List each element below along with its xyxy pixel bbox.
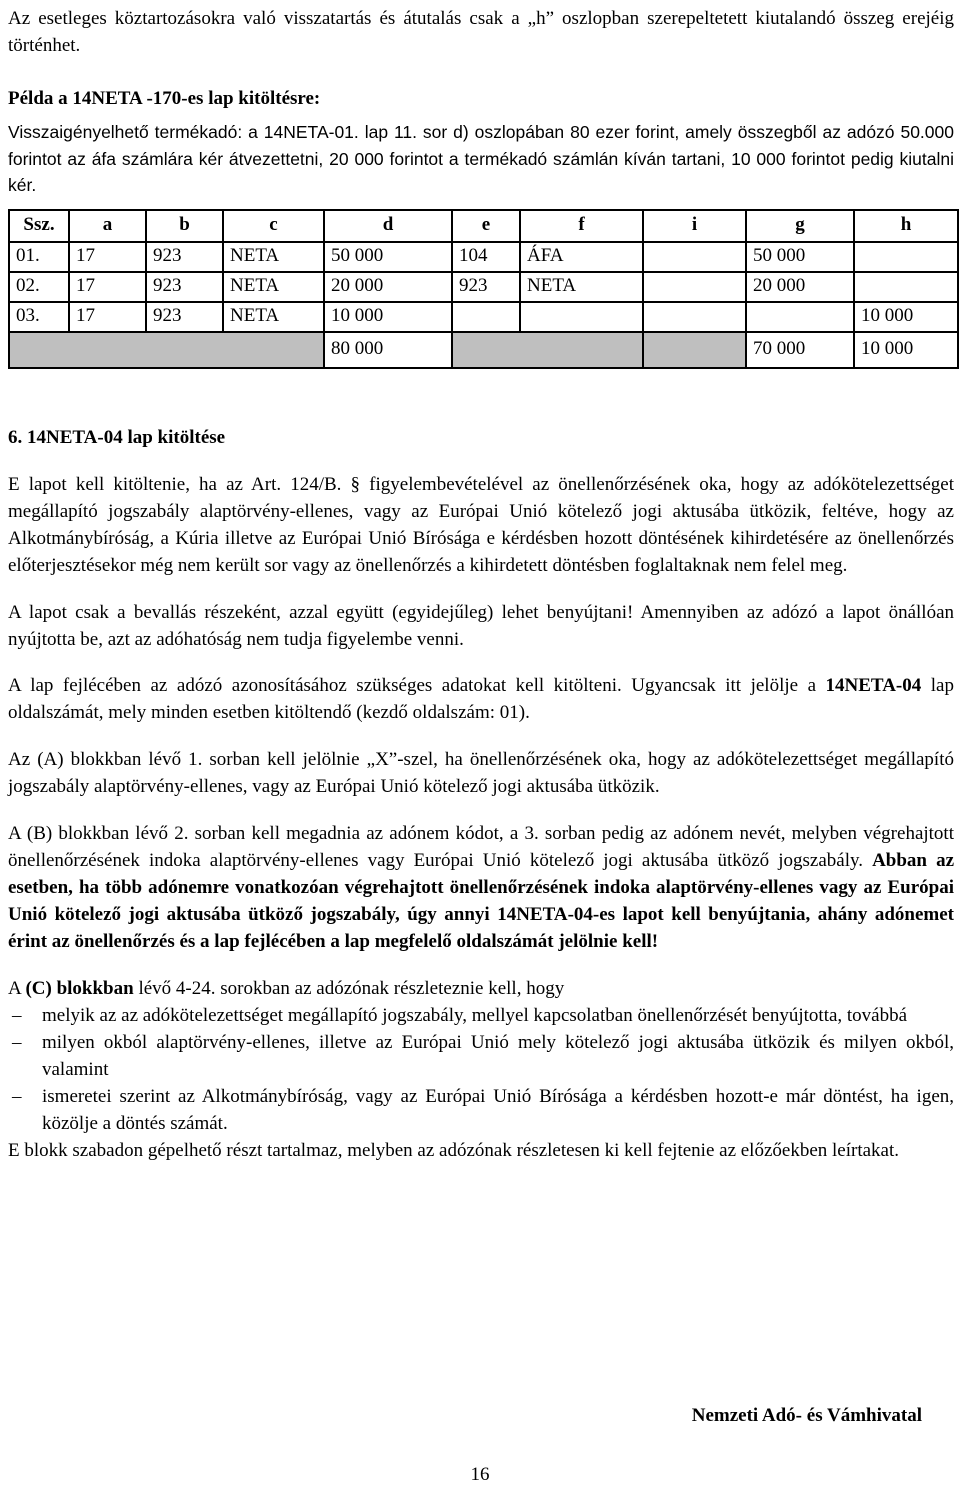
example-paragraph: Visszaigényelhető termékadó: a 14NETA-01. lap 11. sor d) oszlopában 80 ezer forint, amely összegből az adózó 50.000 forintot az áfa számlára kér átvezettetni, 20 000 forintot a termékadó számlán kíván tartani, 10 000 forintot pedig kiutalni kér. xyxy=(8,121,954,196)
table-total-row xyxy=(9,332,958,368)
header-cell: h xyxy=(854,210,958,242)
list-item-text: ismeretei szerint az Alkotmánybíróság, vagy az Európai Unió Bírósága a kérdésben hozott-e már döntést, ha igen, közölje a döntés számát. xyxy=(42,1086,954,1135)
table-total-cell: 80 000 xyxy=(324,332,452,368)
signature: Nemzeti Adó- és Vámhivatal xyxy=(691,1405,922,1426)
table-row xyxy=(9,242,958,272)
table-cell xyxy=(746,302,854,332)
bold-run: blokkban xyxy=(56,978,134,1000)
page-number: 16 xyxy=(470,1464,490,1485)
table-cell: 923 xyxy=(452,272,520,302)
header-cell: e xyxy=(452,210,520,242)
table-cell: 50 000 xyxy=(324,242,452,272)
dash-icon: – xyxy=(12,1086,22,1108)
table-total-cell: 70 000 xyxy=(746,332,854,368)
table-cell-empty xyxy=(643,332,746,368)
text-run: A lap fejlécében az adózó azonosításához szükséges adatokat kell kitölteni. Ugyancsak itt jelölje a xyxy=(8,675,826,697)
table-cell: 03. xyxy=(9,302,69,332)
section-paragraph: Az (A) blokkban lévő 1. sorban kell jelölnie „X”-szel, ha önellenőrzésének oka, hogy az adókötelezettséget megállapító jogszabály alaptörvény-ellenes, vagy az Európai Unió kötelező jogi aktusába ütközik. xyxy=(8,749,954,798)
table-cell: 10 000 xyxy=(854,302,958,332)
dash-icon: – xyxy=(12,1005,22,1027)
list-item-text: melyik az az adókötelezettséget megállapító jogszabály, mellyel kapcsolatban önellenőrzését benyújtotta, továbbá xyxy=(42,1005,908,1027)
list-item-text: milyen okból alaptörvény-ellenes, illetve az Európai Unió mely kötelező jogi aktusába ütközik és milyen okból, valamint xyxy=(42,1032,954,1081)
header-cell: f xyxy=(520,210,643,242)
section-paragraph xyxy=(8,976,954,1003)
dash-list xyxy=(8,1003,954,1138)
table-cell: 20 000 xyxy=(324,272,452,302)
section-paragraph: E blokk szabadon gépelhető részt tartalmaz, melyben az adózónak részletesen ki kell fejtenie az előzőekben leírtakat. xyxy=(8,1140,900,1161)
table-cell xyxy=(643,272,746,302)
table-cell: 10 000 xyxy=(324,302,452,332)
header-cell: d xyxy=(324,210,452,242)
table-cell-empty xyxy=(452,332,643,368)
table-cell xyxy=(854,242,958,272)
table-total-cell: 10 000 xyxy=(854,332,958,368)
dash-icon: – xyxy=(12,1032,22,1054)
bold-run: Abban az esetben, ha több adónemre vonatkozóan végrehajtott önellenőrzésének indoka alaptörvény-ellenes vagy az Európai Unió kötelező jogi aktusába ütköző jogszabály, úgy annyi 14NETA-04-es lapot kell benyújtania, ahány adónemet érint az önellenőrzés és a lap fejlécében a lap megfelelő oldalszámát jelölnie kell! xyxy=(8,850,955,953)
table-cell: 17 xyxy=(69,242,146,272)
table-cell-empty xyxy=(9,332,324,368)
list-item xyxy=(8,1084,954,1138)
bold-run: 14NETA-04 xyxy=(825,675,922,697)
section-paragraph: A lapot csak a bevallás részeként, azzal együtt (egyidejűleg) lehet benyújtani! Amennyiben az adózó a lapot önállóan nyújtotta be, azt az adóhatóság nem tudja figyelembe venni. xyxy=(8,601,954,650)
table-cell: NETA xyxy=(223,242,324,272)
document-page xyxy=(8,6,954,1165)
table-cell: 01. xyxy=(9,242,69,272)
table-cell: 50 000 xyxy=(746,242,854,272)
table-cell xyxy=(452,302,520,332)
section-paragraph: E lapot kell kitöltenie, ha az Art. 124/B. § figyelembevételével az önellenőrzésének oka, hogy az adókötelezettséget megállapító jogszabály alaptörvény-ellenes, vagy az Európai Unió kötelező jogi aktusába ütközik, feltéve, hogy az Alkotmánybíróság, a Kúria illetve az Európai Unió Bírósága e kérdésben hozott döntésének kihirdetésére az önellenőrzés előterjesztésekor még nem került sor vagy az önellenőrzés a kihirdetett döntésben foglaltaknak nem felel meg. xyxy=(8,473,954,576)
list-item xyxy=(8,1030,954,1084)
intro-paragraph: Az esetleges köztartozásokra való visszatartás és átutalás csak a „h” oszlopban szerepeltetett kiutalandó összeg erejéig történhet. xyxy=(8,8,954,56)
table-cell: 923 xyxy=(146,272,223,302)
table-cell: ÁFA xyxy=(520,242,643,272)
table-row xyxy=(9,302,958,332)
header-cell: Ssz. xyxy=(9,210,69,242)
table-cell: NETA xyxy=(223,272,324,302)
table-cell xyxy=(643,302,746,332)
header-cell: a xyxy=(69,210,146,242)
table-cell: 923 xyxy=(146,302,223,332)
section-title: 6. 14NETA-04 lap kitöltése xyxy=(8,426,226,448)
bold-run: (C) xyxy=(25,978,52,1000)
section-paragraph xyxy=(8,821,954,956)
header-cell: c xyxy=(223,210,324,242)
table-cell: NETA xyxy=(520,272,643,302)
table-cell: 17 xyxy=(69,272,146,302)
section-paragraph xyxy=(8,673,954,727)
table-cell: NETA xyxy=(223,302,324,332)
header-cell: i xyxy=(643,210,746,242)
table-cell: 20 000 xyxy=(746,272,854,302)
table-cell xyxy=(643,242,746,272)
table-row xyxy=(9,272,958,302)
example-title: Példa a 14NETA -170-es lap kitöltésre: xyxy=(8,87,321,109)
text-run: lévő 4-24. sorokban az adózónak részleteznie kell, hogy xyxy=(133,978,565,1000)
example-table xyxy=(8,209,959,369)
text-run: A xyxy=(8,978,26,1000)
table-cell: 02. xyxy=(9,272,69,302)
table-cell: 104 xyxy=(452,242,520,272)
table-cell xyxy=(854,272,958,302)
header-cell: b xyxy=(146,210,223,242)
text-run: A (B) blokkban lévő 2. sorban kell megadnia az adónem kódot, a 3. sorban pedig az adónem nevét, melyben végrehajtott önellenőrzésének indoka alaptörvény-ellenes vagy Európai Unió kötelező jogi aktusába ütköző jogszabály. xyxy=(8,823,954,872)
table-header-row xyxy=(9,210,958,242)
table-cell: 17 xyxy=(69,302,146,332)
table-cell xyxy=(520,302,643,332)
table-cell: 923 xyxy=(146,242,223,272)
text-run: lap oldalszámát, mely minden esetben kitöltendő (kezdő oldalszám: 01). xyxy=(8,675,954,724)
list-item xyxy=(8,1003,954,1030)
header-cell: g xyxy=(746,210,854,242)
